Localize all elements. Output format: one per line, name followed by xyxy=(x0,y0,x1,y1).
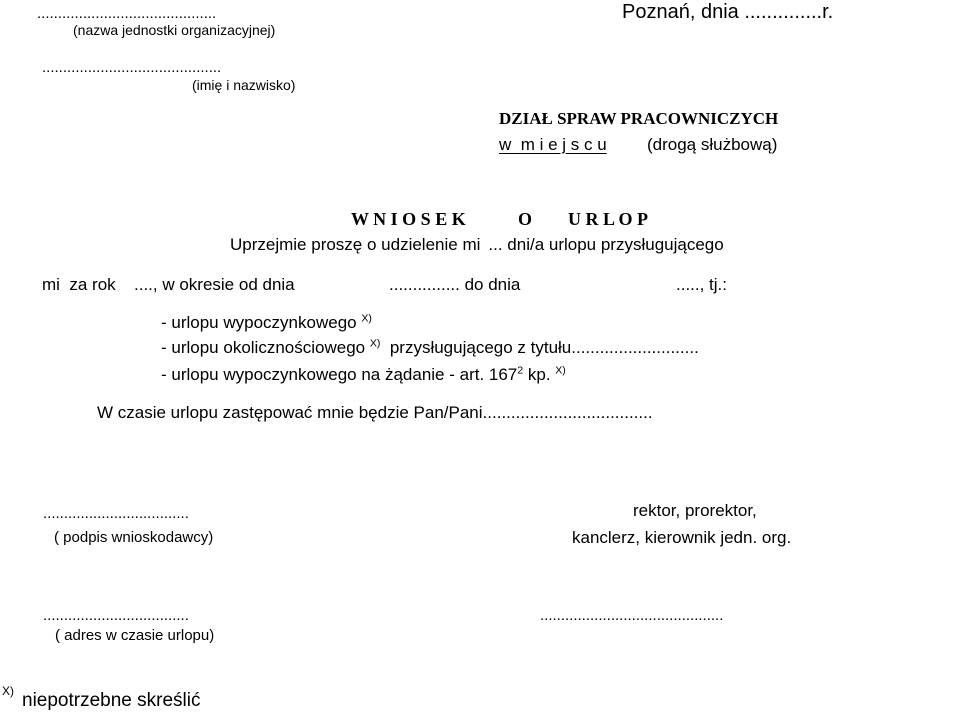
option-on-demand-leave-label: - urlopu wypoczynkowego na żądanie - art. 167 xyxy=(161,365,518,384)
form-title-urlop: U R L O P xyxy=(568,209,649,229)
option-occasional-leave-dots: ........................... xyxy=(571,338,699,357)
request-intro-a: Uprzejmie proszę o udzielenie mi xyxy=(230,235,481,254)
option-on-demand-leave-sup: 2 xyxy=(517,364,524,377)
request-period-to xyxy=(389,276,520,293)
request-to-label: ... do dnia xyxy=(445,275,521,294)
form-title-wniosek: W N I O S E K xyxy=(351,209,466,229)
place-date: Poznań, dnia ..............r. xyxy=(622,1,834,23)
applicant-signature-dots: ................................... xyxy=(43,505,189,522)
option-occasional-leave xyxy=(161,339,699,356)
option-annual-leave xyxy=(161,314,372,331)
request-from-dots: ............ xyxy=(389,275,446,294)
department-name: DZIAŁ SPRAW PRACOWNICZYCH xyxy=(499,109,779,128)
request-days: ... dni/a urlopu przysługującego xyxy=(488,235,724,254)
org-name-dotted-line: ........................................... xyxy=(37,5,217,22)
department-route: (drogą służbową) xyxy=(647,135,778,154)
request-period-from: ...., w okresie od dnia xyxy=(134,275,295,294)
option-annual-leave-label: - urlopu wypoczynkowego xyxy=(161,313,357,332)
org-name-label: (nazwa jednostki organizacyjnej) xyxy=(73,22,276,38)
request-period-end: ....., tj.: xyxy=(676,275,728,294)
replacement-dots: .................................... xyxy=(482,403,653,422)
option-occasional-leave-label: - urlopu okolicznościowego xyxy=(161,338,366,357)
request-intro xyxy=(230,236,724,253)
department-location: w m i e j s c u xyxy=(499,135,607,154)
approver-title-line2: kanclerz, kierownik jedn. org. xyxy=(572,528,792,547)
option-occasional-leave-mark: X) xyxy=(369,337,381,350)
form-title-o: O xyxy=(518,209,533,229)
request-year: mi za rok xyxy=(42,275,116,294)
footnote-text: niepotrzebne skreślić xyxy=(22,690,201,711)
option-on-demand-leave-mark: X) xyxy=(555,364,566,377)
option-on-demand-leave xyxy=(161,366,566,383)
approver-title-line1: rektor, prorektor, xyxy=(633,501,757,520)
approver-signature-dots: ............................................ xyxy=(540,607,724,624)
applicant-signature-label: ( podpis wnioskodawcy) xyxy=(54,529,214,546)
replacement-line xyxy=(97,404,653,421)
footnote-mark: X) xyxy=(2,684,14,698)
option-annual-leave-mark: X) xyxy=(361,312,372,325)
option-on-demand-leave-kp: kp. xyxy=(527,365,551,384)
replacement-label: W czasie urlopu zastępować mnie będzie Pan/Pani xyxy=(97,403,483,422)
address-dots: ................................... xyxy=(43,607,189,624)
name-label: (imię i nazwisko) xyxy=(192,77,296,93)
option-occasional-leave-title: przysługującego z tytułu xyxy=(389,338,572,357)
name-dotted-line: ........................................... xyxy=(42,59,222,76)
address-label: ( adres w czasie urlopu) xyxy=(55,627,215,644)
